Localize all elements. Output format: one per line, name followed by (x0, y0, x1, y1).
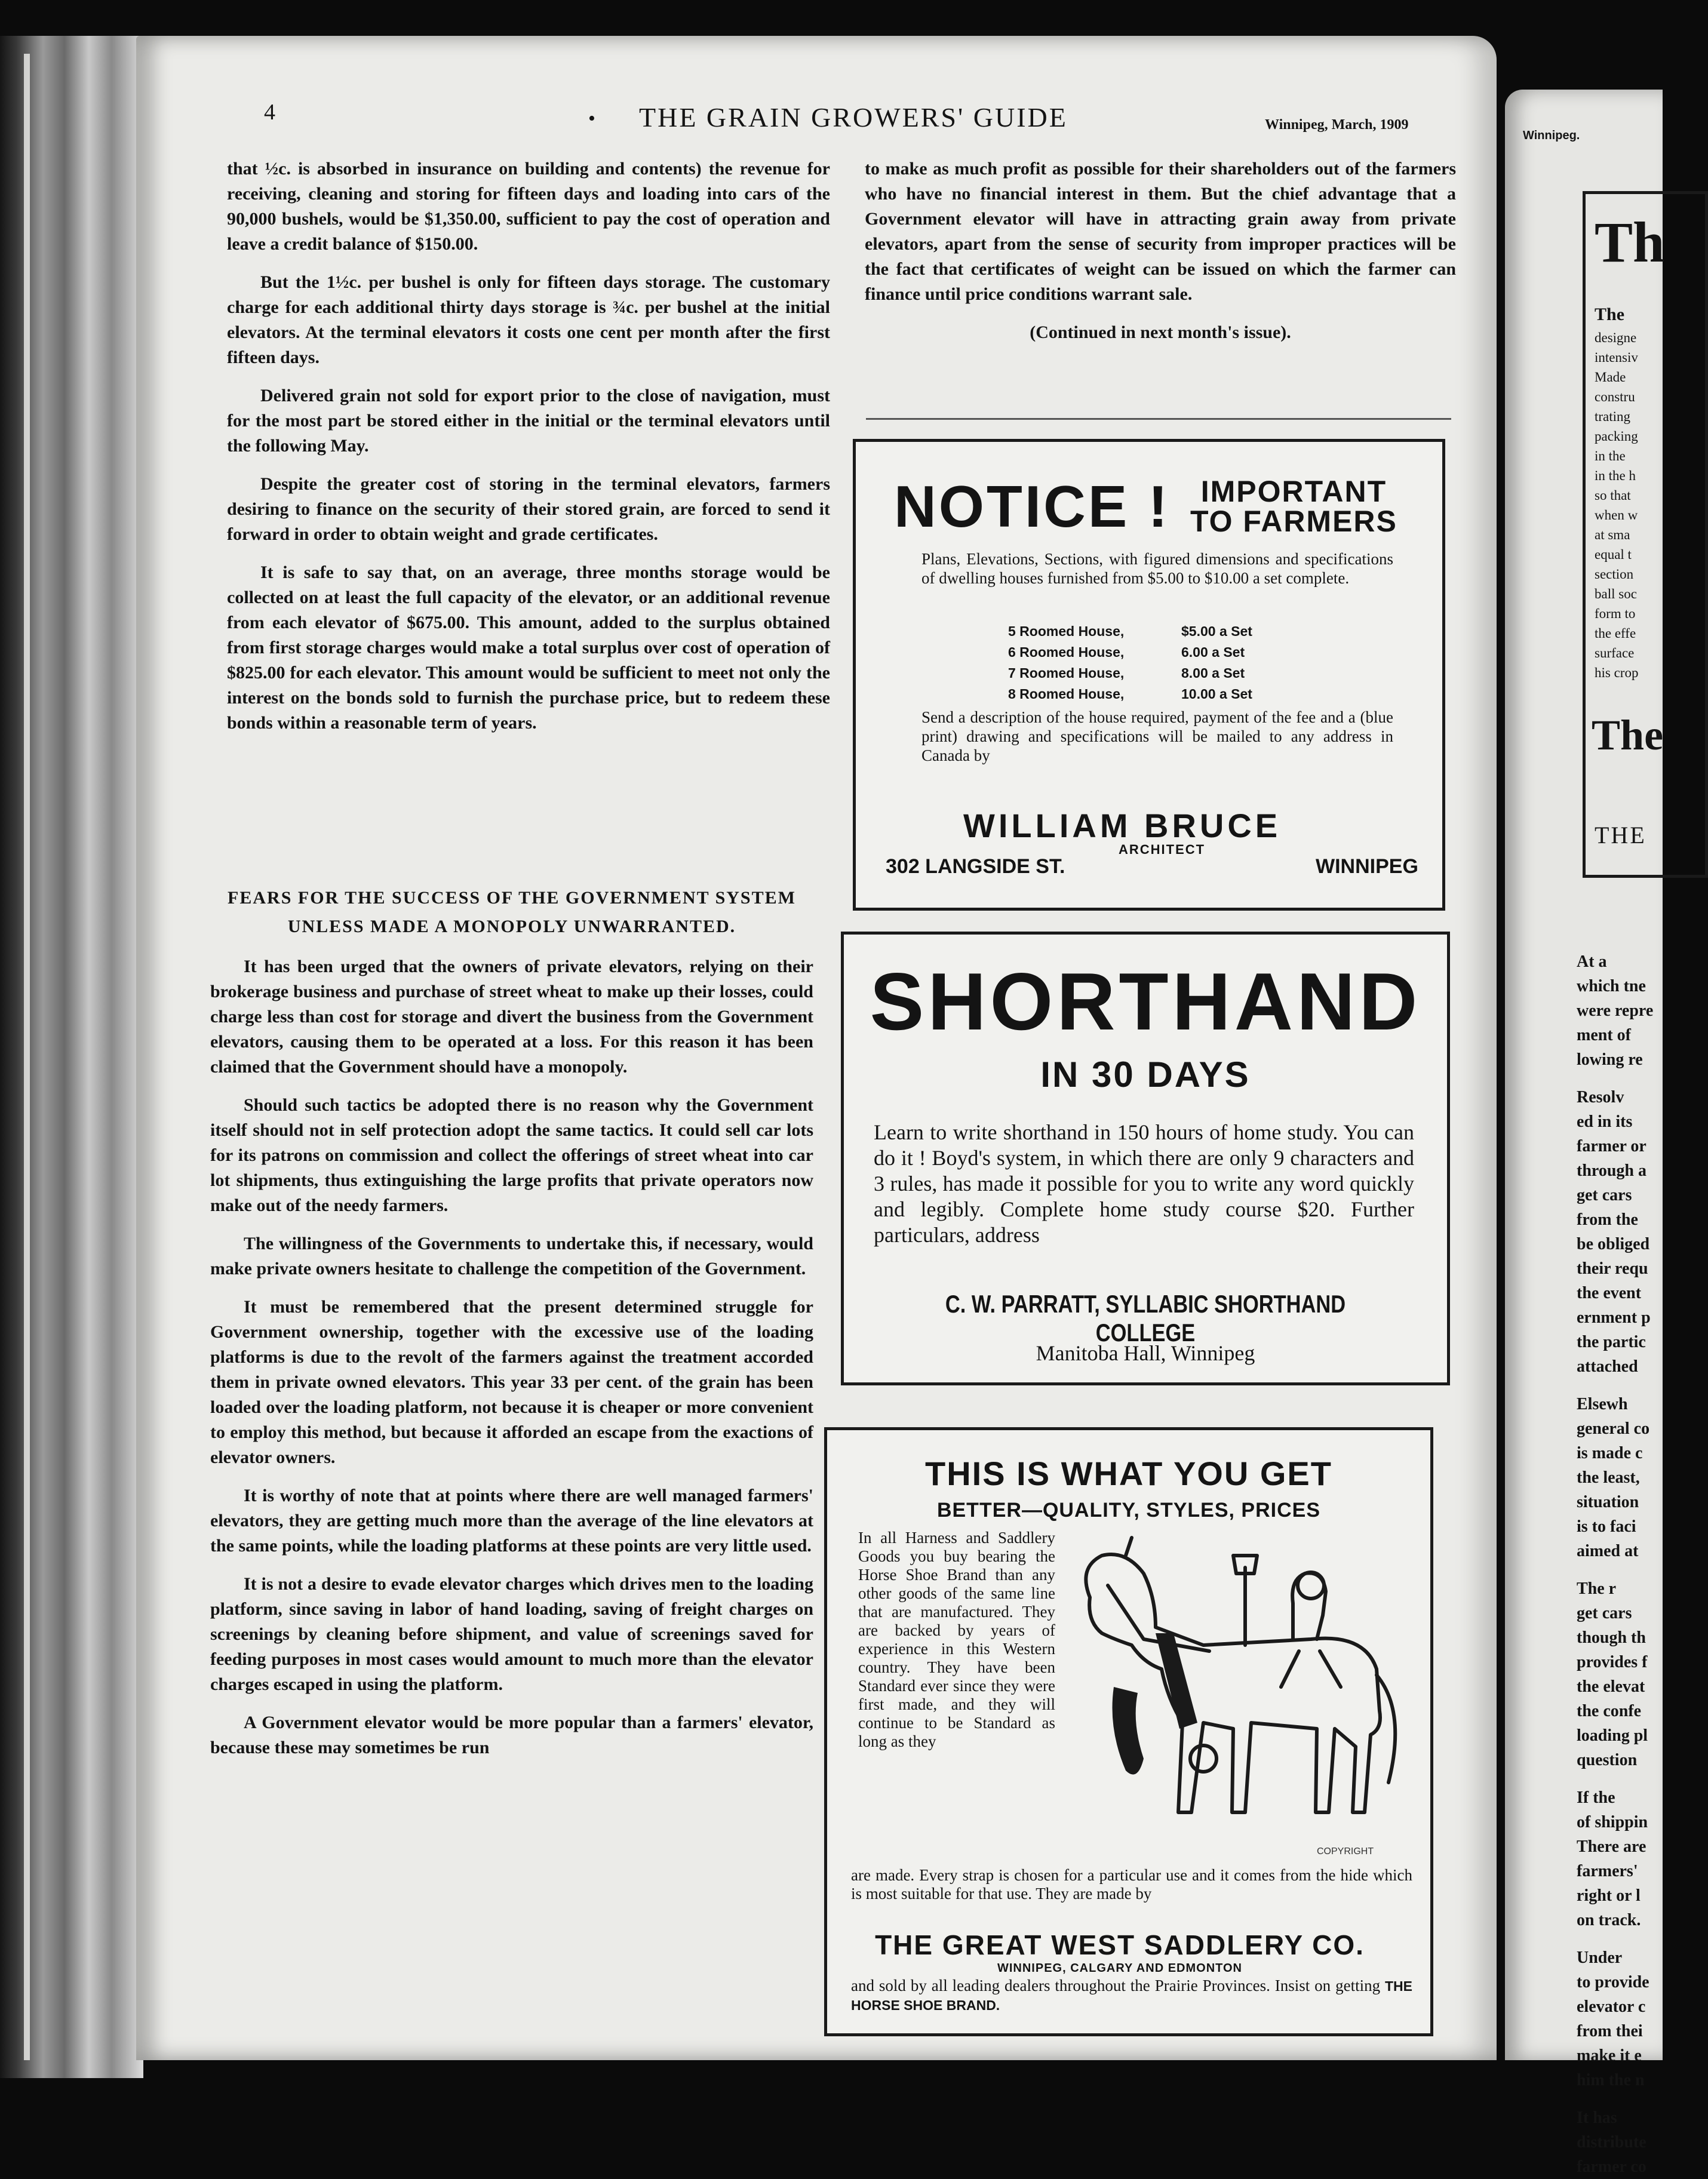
adjacent-box-line: section (1595, 567, 1634, 582)
notice-heading: NOTICE ! (894, 474, 1171, 539)
adjacent-line: the least, (1577, 1468, 1640, 1487)
adjacent-line: ed in its (1577, 1112, 1633, 1131)
adjacent-line: It has (1577, 2109, 1617, 2127)
house-price-list (1008, 621, 1252, 705)
price-row (1008, 642, 1252, 663)
notice-advertisement (853, 439, 1445, 911)
paragraph-gap (1577, 1072, 1672, 1085)
article-column-2 (865, 156, 1456, 358)
adjacent-box-line: at sma (1595, 527, 1630, 542)
paragraph: to make as much profit as possible for their shareholders out of the farmers who have no financial interest in them. But the chief advantage that a Government elevator will have in attracting grain away from private elevators, apart from the sense of security from improper practices will be the fact that certificates of weight can be issued on which the farmer can finance until price conditions warrant sale. (865, 159, 1456, 304)
paragraph-gap (1577, 1379, 1672, 1392)
adjacent-box-line: The (1595, 305, 1625, 324)
header-bullet: • (588, 107, 595, 130)
adjacent-line: the partic (1577, 1333, 1646, 1351)
adjacent-line: which tne (1577, 977, 1646, 995)
adjacent-line: is made c (1577, 1444, 1643, 1462)
adjacent-line: the event (1577, 1284, 1642, 1302)
adjacent-line: distribute (1577, 2133, 1646, 2152)
paragraph-gap (1577, 1563, 1672, 1576)
saddlery-cities: WINNIPEG, CALGARY AND EDMONTON (997, 1962, 1242, 1975)
adjacent-line: through a (1577, 1161, 1646, 1180)
adjacent-line: The r (1577, 1579, 1617, 1598)
paragraph: It has been urged that the owners of private elevators, relying on their brokerage business and purchase of street wheat to make up their losses, could charge less than cost for storage and divert the business from the Government elevators, causing them to be operated at a loss. For this reason it has been claimed that the Government should have a monopoly. (210, 957, 813, 1077)
adjacent-line: Under (1577, 1949, 1623, 1967)
saddlery-tagline: BETTER—QUALITY, STYLES, PRICES (936, 1499, 1321, 1522)
adjacent-line: ment of (1577, 1026, 1631, 1044)
horse-and-groom-illustration (1054, 1532, 1412, 1866)
notice-body: Plans, Elevations, Sections, with figured dimensions and specifications of dwelling houses furnished from $5.00 to $10.00 a set complete. (921, 550, 1393, 587)
adjacent-box-line: packing (1595, 429, 1638, 444)
brand-name: THE HORSE SHOE BRAND. (851, 1978, 1412, 2013)
advertiser-name: WILLIAM BRUCE (963, 807, 1282, 844)
page-title: THE GRAIN GROWERS' GUIDE (639, 102, 1068, 133)
shorthand-advertisement (841, 932, 1450, 1385)
adjacent-big-title: Th (1595, 210, 1665, 274)
adjacent-line: on track. (1577, 1911, 1641, 1929)
adjacent-box-line: in the h (1595, 468, 1636, 483)
house-price: 8.00 a Set (1181, 665, 1245, 681)
adjacent-line: farmers' (1577, 1862, 1638, 1880)
adjacent-line: get cars (1577, 1604, 1632, 1622)
adjacent-line: question (1577, 1751, 1638, 1769)
house-name: 7 Roomed House, (1008, 665, 1125, 681)
paragraph: that ½c. is absorbed in insurance on building and contents) the revenue for receiving, cleaning and storing for fifteen days and loading into cars of the 90,000 bushels, would be $1,350.00, sufficient to pay the cost of operation and leave a credit balance of $150.00. (227, 159, 830, 254)
adjacent-line: aimed at (1577, 1542, 1639, 1560)
adjacent-line: get cars (1577, 1186, 1632, 1204)
adjacent-line: right or l (1577, 1886, 1641, 1905)
adjacent-line: farmer co (1577, 2158, 1646, 2176)
page-date: Winnipeg, March, 1909 (1265, 117, 1409, 133)
paragraph: Despite the greater cost of storing in the terminal elevators, farmers desiring to finance on the security of their stored grain, are forced to send it forward in order to obtain weight and grade certificates. (227, 474, 830, 544)
adjacent-line: At a (1577, 952, 1607, 971)
shorthand-heading: SHORTHAND (870, 956, 1421, 1047)
adjacent-box-line: in the (1595, 448, 1626, 463)
adjacent-box-line: surface (1595, 646, 1635, 660)
paragraph: A Government elevator would be more popular than a farmers' elevator, because these may sometimes be run (210, 1713, 813, 1757)
page-number: 4 (264, 100, 275, 125)
adjacent-line: from the (1577, 1210, 1638, 1229)
paragraph: It is safe to say that, on an average, three months storage would be collected on at least the full capacity of the elevator, or an additional revenue from each elevator of $675.00. This amount, added to the surplus obtained from first storage charges would make a total surplus over cost of operation of $825.00 for each elevator. This amount would be sufficient to meet not only the interest on the bonds sold to furnish the purchase price, but to redeem these bonds within a reasonable term of years. (227, 563, 830, 733)
paragraph: Delivered grain not sold for export prior to the close of navigation, must for the most part be stored either in the initial or the terminal elevators until the following May. (227, 386, 830, 456)
house-price: $5.00 a Set (1181, 623, 1252, 639)
saddlery-closing (851, 1977, 1412, 2015)
adjacent-line: farmer or (1577, 1137, 1646, 1155)
article-column-1 (227, 156, 830, 749)
adjacent-box-line: his crop (1595, 665, 1639, 680)
paragraph: It is not a desire to evade elevator charges which drives men to the loading platform, since saving in labor of hand loading, saving of freight charges on screenings by cleaning before shipment, and value of screenings saved for feeding purposes in most cases would amount to much more than the elevator charges escaped in using the platform. (210, 1574, 813, 1694)
house-name: 8 Roomed House, (1008, 686, 1125, 702)
adjacent-column-text (1577, 949, 1672, 2179)
adjacent-line: make it e (1577, 2046, 1642, 2065)
house-name: 5 Roomed House, (1008, 623, 1125, 639)
important-line-1: IMPORTANT (1200, 475, 1387, 508)
adjacent-line: is to faci (1577, 1517, 1636, 1536)
column-rule (866, 418, 1451, 420)
adjacent-bottom-title: The (1592, 711, 1664, 759)
section-heading: FEARS FOR THE SUCCESS OF THE GOVERNMENT SYSTEM UNLESS MADE A MONOPOLY UNWARRANTED. (228, 888, 796, 936)
college-location: Manitoba Hall, Winnipeg (1036, 1341, 1255, 1365)
adjacent-line: lowing re (1577, 1050, 1643, 1069)
saddlery-body-left: In all Harness and Saddlery Goods you buy bearing the Horse Shoe Brand than any other goods of the same line that are manufactured. They are backed by years of experience in this Western country. They have been Standard ever since they were first made, and they will continue to be Standard as long as they (858, 1529, 1055, 1750)
adjacent-box-line: trating (1595, 409, 1631, 424)
paragraph: Should such tactics be adopted there is no reason why the Government itself should not in self protection adopt the same tactics. It could sell car lots for its patrons on commission and collect the offerings of street wheat into car lot shipments, thus extinguishing the large profits that private operators now make out of the needy farmers. (210, 1095, 813, 1215)
adjacent-line: attached (1577, 1357, 1638, 1376)
notice-body-2: Send a description of the house required, payment of the fee and a (blue print) drawing and specifications will be mailed to any address in Canada by (921, 708, 1393, 764)
saddlery-company: THE GREAT WEST SADDLERY CO. (875, 1929, 1365, 1960)
adjacent-line: be obliged (1577, 1235, 1650, 1253)
adjacent-line: Resolv (1577, 1088, 1624, 1107)
price-row (1008, 663, 1252, 684)
advertiser-address: 302 LANGSIDE ST. (886, 855, 1065, 878)
advertiser-city: WINNIPEG (1316, 855, 1418, 878)
adjacent-box-line: the effe (1595, 626, 1636, 641)
continued-note: (Continued in next month's issue). (1030, 322, 1291, 342)
adjacent-page (1505, 90, 1665, 2176)
paragraph-gap (1577, 1932, 1672, 1946)
paragraph: It is worthy of note that at points where there are well managed farmers' elevators, they are getting much more than the average of the line elevators at the same points, while the loading platforms at these points are very little used. (210, 1486, 813, 1556)
adjacent-line: though th (1577, 1628, 1646, 1647)
saddlery-heading: THIS IS WHAT YOU GET (925, 1455, 1332, 1492)
adjacent-line: the confe (1577, 1702, 1642, 1720)
adjacent-line: to provide (1577, 1973, 1649, 1991)
saddlery-advertisement (824, 1427, 1433, 2036)
advertiser-role: ARCHITECT (1119, 842, 1206, 857)
adjacent-box-line: ball soc (1595, 586, 1637, 601)
paragraph: But the 1½c. per bushel is only for fifteen days storage. The customary charge for each additional thirty days storage is ¾c. per bushel at the initial elevators. At the terminal elevators it costs one cent per month after the first fifteen days. (227, 272, 830, 367)
important-heading (1190, 477, 1397, 536)
adjacent-box-line: designe (1595, 330, 1637, 345)
adjacent-box-line: intensiv (1595, 350, 1638, 365)
adjacent-header: Winnipeg. (1523, 129, 1580, 142)
adjacent-line: elevator c (1577, 1997, 1646, 2016)
adjacent-line: the elevat (1577, 1677, 1645, 1696)
adjacent-line: were repre (1577, 1001, 1654, 1020)
adjacent-line: him the n (1577, 2071, 1645, 2089)
adjacent-box-line: form to (1595, 606, 1636, 621)
adjacent-line: of shippin (1577, 1813, 1648, 1831)
book-binding (0, 36, 143, 2078)
college-name: C. W. PARRATT, SYLLABIC SHORTHAND COLLEGE (945, 1290, 1346, 1347)
adjacent-section-heading: THE (1595, 822, 1646, 849)
adjacent-line: from thei (1577, 2022, 1643, 2040)
saddlery-body-bottom: are made. Every strap is chosen for a particular use and it comes from the hide which is most suitable for that use. They are made by (851, 1866, 1412, 1903)
adjacent-line: general co (1577, 1419, 1650, 1438)
adjacent-line: their requ (1577, 1259, 1648, 1278)
adjacent-box-line: equal t (1595, 547, 1632, 562)
adjacent-box-text (1595, 305, 1672, 683)
adjacent-box-line: constru (1595, 389, 1635, 404)
price-row (1008, 621, 1252, 642)
adjacent-line: Elsewh (1577, 1395, 1628, 1413)
price-row (1008, 684, 1252, 705)
adjacent-line: If the (1577, 1788, 1615, 1807)
adjacent-line: loading pl (1577, 1726, 1648, 1745)
adjacent-line: There are (1577, 1837, 1646, 1856)
important-line-2: TO FARMERS (1190, 505, 1397, 538)
paragraph-gap (1577, 1772, 1672, 1785)
shorthand-subheading: IN 30 DAYS (1040, 1055, 1251, 1095)
house-price: 10.00 a Set (1181, 686, 1252, 702)
shorthand-body: Learn to write shorthand in 150 hours of home study. You can do it ! Boyd's system, in which there are only 9 characters and 3 rules, has made it possible for you to write any word quickly and legibly. Complete home study course $20. Further particulars, address (874, 1120, 1414, 1247)
paragraph: The willingness of the Governments to undertake this, if necessary, would make private owners hesitate to challenge the competition of the Government. (210, 1234, 813, 1278)
paragraph-gap (1577, 2092, 1672, 2106)
adjacent-line: ernment p (1577, 1308, 1651, 1327)
adjacent-box-line: Made (1595, 370, 1626, 385)
adjacent-line: provides f (1577, 1653, 1648, 1671)
closing-text: and sold by all leading dealers throughout the Prairie Provinces. Insist on getting (851, 1977, 1381, 1994)
adjacent-line: situation (1577, 1493, 1639, 1511)
article-column-1-lower (210, 884, 813, 1774)
adjacent-box-line: so that (1595, 488, 1631, 503)
illustration-credit: COPYRIGHT (1317, 1846, 1374, 1857)
paragraph: It must be remembered that the present determined struggle for Government ownership, together with the excessive use of the loading platforms is due to the revolt of the farmers against the treatment accorded them in private owned elevators. This year 33 per cent. of the grain has been loaded over the loading platform, not because it is cheaper or more convenient to employ this method, but because it afforded an escape from the exactions of elevator owners. (210, 1297, 813, 1467)
spine-edge (24, 54, 30, 2060)
house-name: 6 Roomed House, (1008, 644, 1125, 660)
adjacent-box-line: when w (1595, 508, 1638, 523)
house-price: 6.00 a Set (1181, 644, 1245, 660)
